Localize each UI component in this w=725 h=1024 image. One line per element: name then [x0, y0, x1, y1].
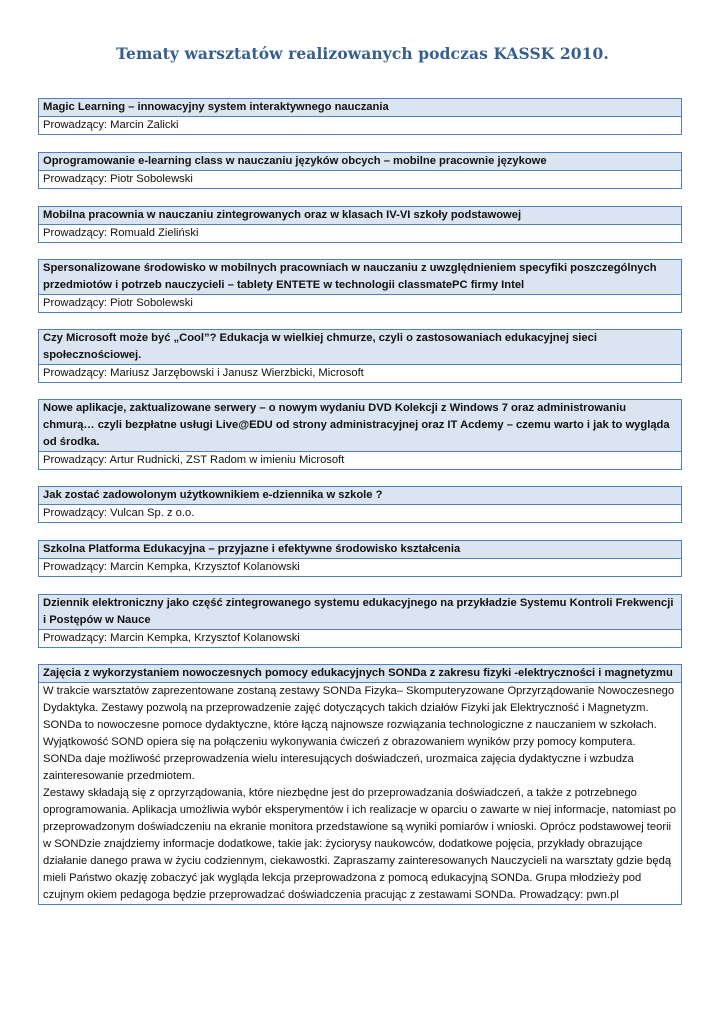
workshop-title: Szkolna Platforma Edukacyjna – przyjazne i efektywne środowisko kształcenia	[39, 541, 681, 559]
workshop-presenter: Prowadzący: Vulcan Sp. z o.o.	[39, 505, 681, 522]
workshop-box	[38, 594, 682, 648]
workshop-title: Magic Learning – innowacyjny system interaktywnego nauczania	[39, 99, 681, 117]
workshop-presenter: Prowadzący: Marcin Kempka, Krzysztof Kolanowski	[39, 559, 681, 576]
workshop-presenter: Prowadzący: Romuald Zieliński	[39, 225, 681, 242]
workshop-box-sonda	[38, 664, 682, 905]
workshop-presenter: Prowadzący: Piotr Sobolewski	[39, 295, 681, 312]
workshop-box	[38, 98, 682, 135]
workshop-description	[39, 683, 681, 904]
workshop-title: Czy Microsoft może być „Cool”? Edukacja w wielkiej chmurze, czyli o zastosowaniach edukacyjnej sieci społecznościowej.	[39, 330, 681, 365]
workshop-title: Zajęcia z wykorzystaniem nowoczesnych pomocy edukacyjnych SONDa z zakresu fizyki -elektryczności i magnetyzmu	[39, 665, 681, 683]
workshop-box	[38, 206, 682, 243]
workshop-title: Oprogramowanie e-learning class w nauczaniu języków obcych – mobilne pracownie językowe	[39, 153, 681, 171]
workshop-title: Dziennik elektroniczny jako część zintegrowanego systemu edukacyjnego na przykładzie Systemu Kontroli Frekwencji i Postępów w Nauce	[39, 595, 681, 630]
workshop-presenter: Prowadzący: Mariusz Jarzębowski i Janusz Wierzbicki, Microsoft	[39, 365, 681, 382]
description-paragraph: SONDa daje możliwość przeprowadzenia wielu interesujących doświadczeń, urozmaica zajęcia dydaktyczne i wzbudza zainteresowanie przedmiotem.	[43, 753, 634, 782]
workshop-title: Mobilna pracownia w nauczaniu zintegrowanych oraz w klasach IV-VI szkoły podstawowej	[39, 207, 681, 225]
workshop-presenter: Prowadzący: Marcin Zalicki	[39, 117, 681, 134]
workshop-title: Jak zostać zadowolonym użytkownikiem e-dziennika w szkole ?	[39, 487, 681, 505]
workshop-presenter: Prowadzący: Piotr Sobolewski	[39, 171, 681, 188]
workshop-title: Spersonalizowane środowisko w mobilnych pracowniach w nauczaniu z uwzględnieniem specyfiki poszczególnych przedmiotów i potrzeb nauczycieli – tablety ENTETE w technologii classmatePC firmy Intel	[39, 260, 681, 295]
workshop-title: Nowe aplikacje, zaktualizowane serwery – o nowym wydaniu DVD Kolekcji z Windows 7 oraz administrowaniu chmurą… czyli bezpłatne usługi Live@EDU od strony administracyjnej oraz IT Acdemy – czemu warto i jak to wygląda od środka.	[39, 400, 681, 452]
workshop-presenter: Prowadzący: Marcin Kempka, Krzysztof Kolanowski	[39, 630, 681, 647]
workshop-box	[38, 486, 682, 523]
page-title: Tematy warsztatów realizowanych podczas KASSK 2010.	[116, 44, 609, 63]
workshop-box	[38, 540, 682, 577]
description-paragraph: W trakcie warsztatów zaprezentowane zostaną zestawy SONDa Fizyka– Skomputeryzowane Oprzyrządowanie Nowoczesnego Dydaktyka. Zestawy pozwolą na przeprowadzenie zajęć dotyczących takich działów Fizyki jak Elektryczność i Magnetyzm. SONDa to nowoczesne pomoce dydaktyczne, które łączą najnowsze rozwiązania technologiczne z nauczaniem w szkołach. Wyjątkowość SOND opiera się na połączeniu wykonywania ćwiczeń z obrazowaniem wyników przy pomocy komputera.	[43, 685, 675, 748]
workshop-box	[38, 152, 682, 189]
workshop-box	[38, 259, 682, 313]
description-paragraph: Zestawy składają się z oprzyrządowania, które niezbędne jest do przeprowadzania doświadczeń, a także z potrzebnego oprogramowania. Aplikacja umożliwia wybór eksperymentów i ich realizacje w oparciu o zawarte w niej informacje, natomiast po przeprowadzonym doświadczeniu na ekranie monitora przedstawione są wyniki pomiarów i wnioski. Oprócz podstawowej teorii w SONDzie znajdziemy informacje dodatkowe, takie jak: życiorysy naukowców, dodatkowe pojęcia, przykłady obrazujące działanie danego prawa w życiu codziennym, ciekawostki. Zapraszamy zainteresowanych Nauczycieli na warsztaty gdzie będą mieli Państwo okazję zobaczyć jak wygląda lekcja przeprowadzona z pomocą edukacyjną SONDa. Grupa młodzieży pod czujnym okiem pedagoga będzie przeprowadzać doświadczenia pracując z zestawami SONDa. Prowadzący: pwn.pl	[43, 787, 676, 901]
workshop-box	[38, 329, 682, 383]
workshop-box	[38, 399, 682, 470]
workshop-presenter: Prowadzący: Artur Rudnicki, ZST Radom w imieniu Microsoft	[39, 452, 681, 469]
